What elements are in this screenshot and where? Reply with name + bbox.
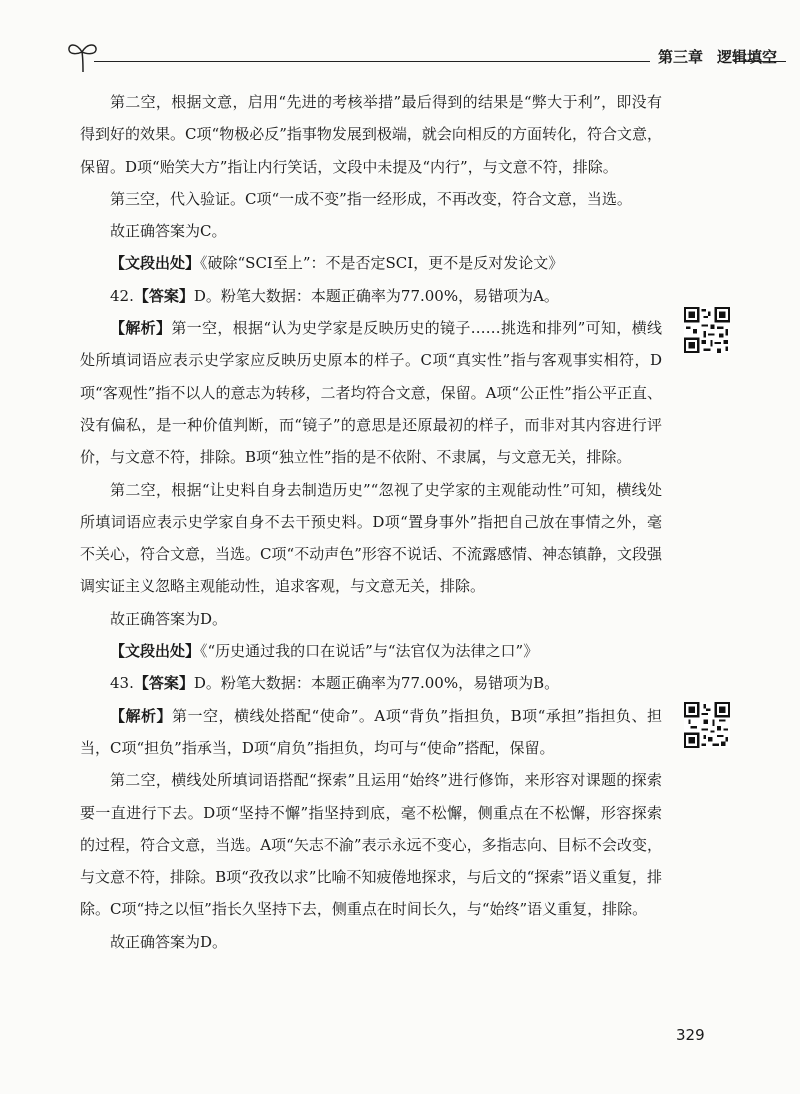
question-number: 43. — [110, 674, 134, 693]
source-label: 【文段出处】 — [110, 642, 201, 661]
answer-label: 【答案】 — [133, 286, 194, 305]
analysis-paragraph — [80, 312, 662, 473]
question-number: 42. — [110, 286, 134, 305]
chapter-title — [658, 46, 777, 67]
page-number: 329 — [676, 1026, 705, 1044]
answer-line: 故正确答案为C。 — [110, 222, 227, 241]
source-line — [80, 247, 662, 279]
qr-code-icon[interactable] — [684, 702, 730, 748]
section-title: 逻辑填空 — [717, 48, 778, 66]
sprout-icon — [66, 38, 100, 74]
paragraph: 第三空，代入验证。C项“一成不变”指一经形成，不再改变，符合文意，当选。 — [110, 189, 632, 208]
paragraph: 第二空，横线处所填词语搭配“探索”且运用“始终”进行修饰，来形容对课题的探索要一直进行下去。D项“坚持不懈”指坚持到底，毫不松懈，侧重点在不松懈，形容探索的过程，符合文意，当选。A项“矢志不渝”表示永远不变心，多指志向、目标不会改变，与文意不符，排除。B项“孜孜以求”比喻不知疲倦地探求，与后文的“探索”语义重复，排除。C项“持之以恒”指长久坚持下去，侧重点在时间长久，与“始终”语义重复，排除。 — [80, 771, 662, 919]
header-rule-tail — [734, 61, 786, 62]
qr-code-icon[interactable] — [684, 307, 730, 353]
analysis-text: 第一空，根据“认为史学家是反映历史的镜子……挑选和排列”可知，横线处所填词语应表示史学家应反映历史原本的样子。C项“真实性”指与客观事实相符，D项“客观性”指不以人的意志为转移，二者均符合文意，保留。A项“公正性”指公平正直、没有偏私，是一种价值判断，而“镜子”的意思是还原最初的样子，而非对其内容进行评价，与文意不符，排除。B项“独立性”指的是不依附、不隶属，与文意无关，排除。 — [80, 319, 662, 467]
chapter-number: 第三章 — [658, 48, 704, 66]
analysis-text: 第一空，横线处搭配“使命”。A项“背负”指担负，B项“承担”指担负、担当，C项“担负”指承当，D项“肩负”指担负，均可与“使命”搭配，保留。 — [80, 706, 662, 757]
answer-line: 故正确答案为D。 — [110, 609, 228, 628]
source-text: 《“历史通过我的口在说话”与“法官仅为法律之口”》 — [200, 642, 539, 661]
page-header — [66, 38, 786, 78]
source-text: 《破除“SCI至上”：不是否定SCI，更不是反对发论文》 — [200, 254, 564, 273]
answer-line: 故正确答案为D。 — [110, 932, 228, 951]
analysis-paragraph — [80, 700, 662, 765]
answer-text: D。粉笔大数据：本题正确率为77.00%，易错项为B。 — [193, 674, 560, 693]
page-body — [80, 86, 662, 958]
paragraph: 第二空，根据文意，启用“先进的考核举措”最后得到的结果是“弊大于利”，即没有得到好的效果。C项“物极必反”指事物发展到极端，就会向相反的方面转化，符合文意，保留。D项“贻笑大方”指让内行笑话，文段中未提及“内行”，与文意不符，排除。 — [80, 93, 662, 176]
paragraph: 第二空，根据“让史料自身去制造历史”“忽视了史学家的主观能动性”可知，横线处所填词语应表示史学家自身不去干预史料。D项“置身事外”指把自己放在事情之外，毫不关心，符合文意，当选。C项“不动声色”形容不说话、不流露感情、神态镇静，文段强调实证主义忽略主观能动性，追求客观，与文意无关，排除。 — [80, 480, 662, 596]
header-rule — [94, 61, 650, 62]
analysis-label: 【解析】 — [110, 319, 172, 338]
source-line — [80, 635, 662, 667]
answer-header — [80, 667, 662, 699]
source-label: 【文段出处】 — [110, 254, 201, 273]
answer-label: 【答案】 — [133, 674, 194, 693]
answer-header — [80, 280, 662, 312]
analysis-label: 【解析】 — [110, 706, 173, 725]
answer-text: D。粉笔大数据：本题正确率为77.00%，易错项为A。 — [193, 286, 559, 305]
